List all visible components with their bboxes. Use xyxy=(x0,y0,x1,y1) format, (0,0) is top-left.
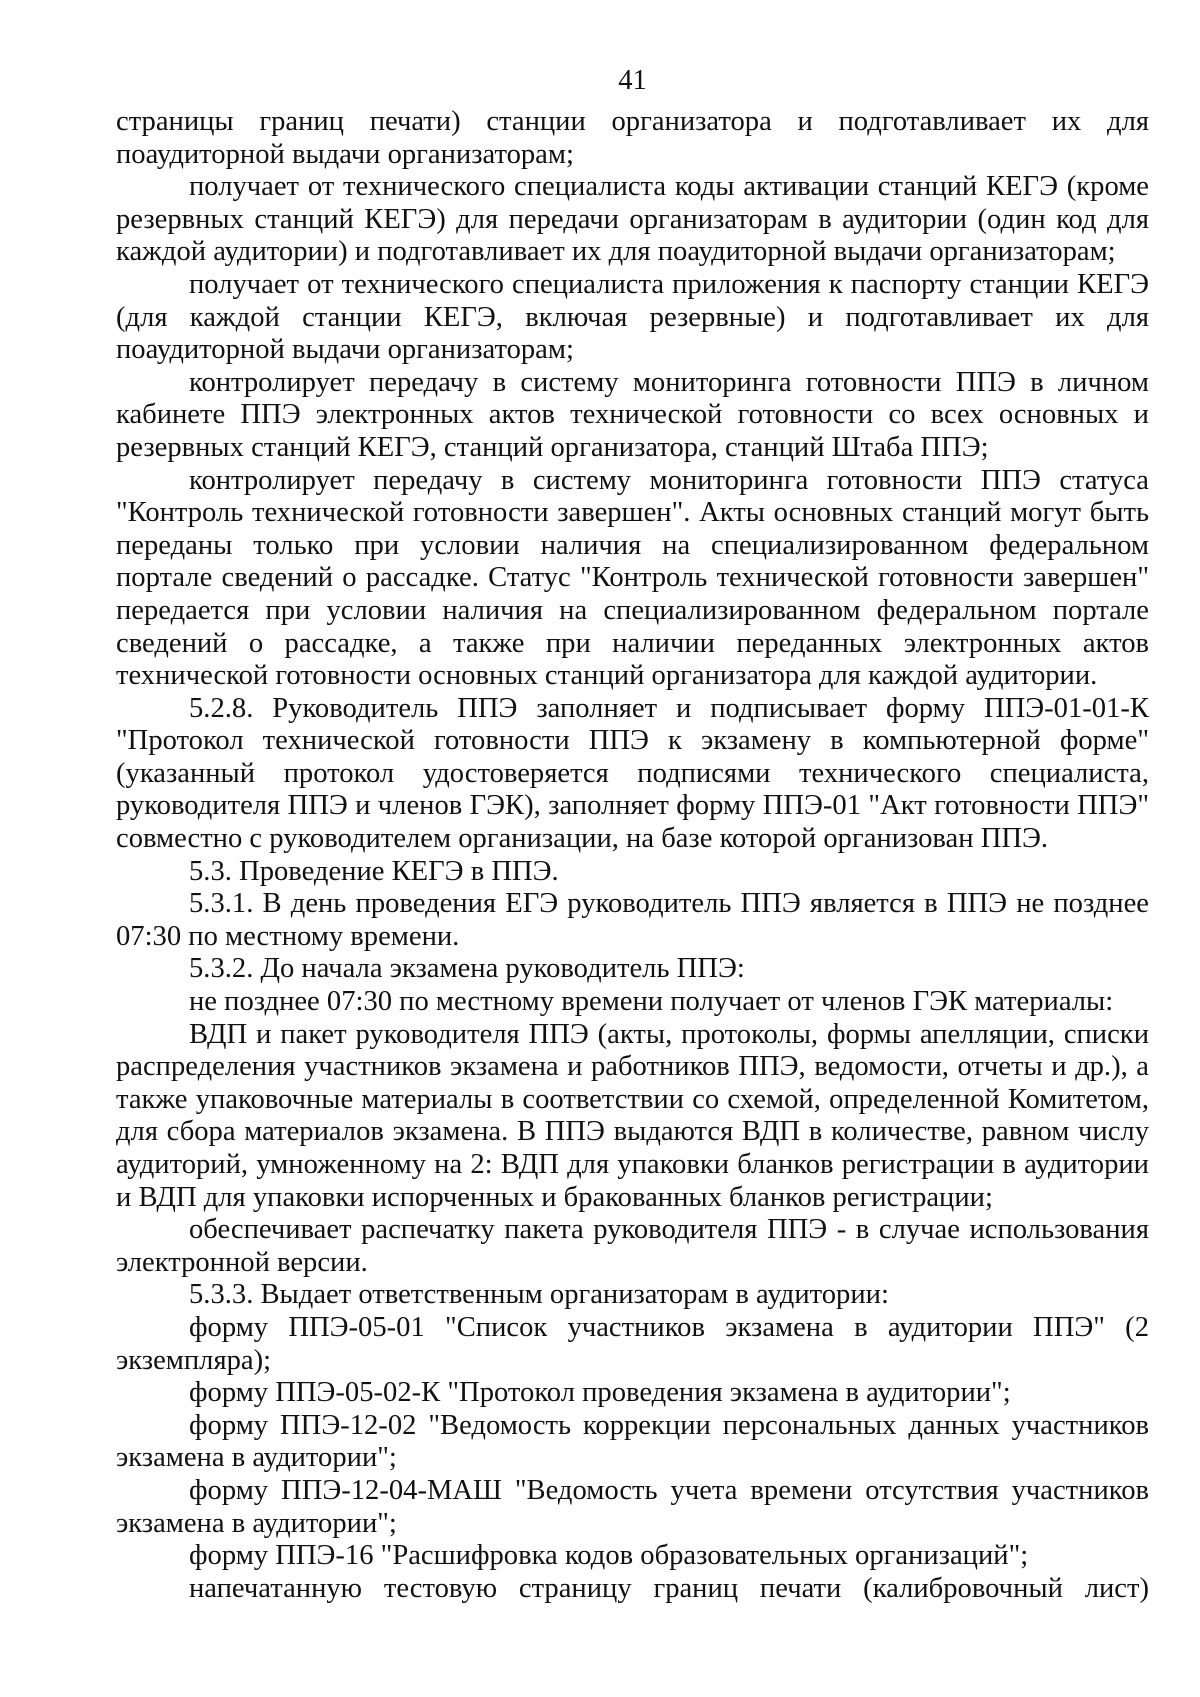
list-item: форму ППЭ-05-02-К "Протокол проведения экзамена в аудитории"; xyxy=(189,1377,1011,1409)
paragraph: получает от технического специалиста коды активации станций КЕГЭ (кроме резервных станций КЕГЭ) для передачи организаторам в аудитории (один код для каждой аудитории) и подготавливает их для поаудиторной выдачи организаторам; xyxy=(116,171,1149,268)
list-item: форму ППЭ-12-02 "Ведомость коррекции персональных данных участников экзамена в аудитории"; xyxy=(116,1409,1149,1474)
paragraph: обеспечивает распечатку пакета руководителя ППЭ - в случае использования электронной версии. xyxy=(116,1214,1149,1278)
list-item: форму ППЭ-05-01 "Список участников экзамена в аудитории ППЭ" (2 экземпляра); xyxy=(116,1311,1149,1376)
paragraph: ВДП и пакет руководителя ППЭ (акты, протоколы, формы апелляции, списки распределения участников экзамена и работников ППЭ, ведомости, отчеты и др.), а также упаковочные материалы в соответствии со схемой, определенной Комитетом, для сбора материалов экзамена. В ППЭ выдаются ВДП в количестве, равном числу аудиторий, умноженному на 2: ВДП для упаковки бланков регистрации в аудитории и ВДП для упаковки испорченных и бракованных бланков регистрации; xyxy=(116,1018,1149,1213)
section-heading: 5.3. Проведение КЕГЭ в ППЭ. xyxy=(189,855,559,887)
paragraph: страницы границ печати) станции организатора и подготавливает их для поаудиторной выдачи организаторам; xyxy=(116,106,1149,170)
paragraph: контролирует передачу в систему мониторинга готовности ППЭ в личном кабинете ППЭ электронных актов технической готовности со всех основных и резервных станций КЕГЭ, станций организатора, станций Штаба ППЭ; xyxy=(116,366,1149,463)
paragraph: получает от технического специалиста приложения к паспорту станции КЕГЭ (для каждой станции КЕГЭ, включая резервные) и подготавливает их для поаудиторной выдачи организаторам; xyxy=(116,268,1149,366)
page-number: 41 xyxy=(618,65,647,96)
paragraph: 5.3.1. В день проведения ЕГЭ руководитель ППЭ является в ППЭ не позднее 07:30 по местному времени. xyxy=(116,888,1149,952)
list-item: форму ППЭ-16 "Расшифровка кодов образовательных организаций"; xyxy=(189,1540,1029,1572)
paragraph: 5.3.3. Выдает ответственным организаторам в аудитории: xyxy=(189,1279,889,1311)
document-page xyxy=(116,65,1149,1605)
paragraph: не позднее 07:30 по местному времени получает от членов ГЭК материалы: xyxy=(189,986,1114,1018)
paragraph: 5.2.8. Руководитель ППЭ заполняет и подписывает форму ППЭ-01-01-К "Протокол технической готовности ППЭ к экзамену в компьютерной форме" (указанный протокол удостоверяется подписями технического специалиста, руководителя ППЭ и членов ГЭК), заполняет форму ППЭ-01 "Акт готовности ППЭ" совместно с руководителем организации, на базе которой организован ППЭ. xyxy=(116,692,1149,855)
list-item: напечатанную тестовую страницу границ печати (калибровочный лист) xyxy=(189,1572,1149,1604)
list-item: форму ППЭ-12-04-МАШ "Ведомость учета времени отсутствия участников экзамена в аудитории"; xyxy=(116,1474,1149,1539)
paragraph: контролирует передачу в систему мониторинга готовности ППЭ статуса "Контроль технической готовности завершен". Акты основных станций могут быть переданы только при условии наличия на специализированном федеральном портале сведений о рассадке. Статус "Контроль технической готовности завершен" передается при условии наличия на специализированном федеральном портале сведений о рассадке, а также при наличии переданных электронных актов технической готовности основных станций организатора для каждой аудитории. xyxy=(116,464,1149,692)
paragraph: 5.3.2. До начала экзамена руководитель ППЭ: xyxy=(189,953,745,985)
